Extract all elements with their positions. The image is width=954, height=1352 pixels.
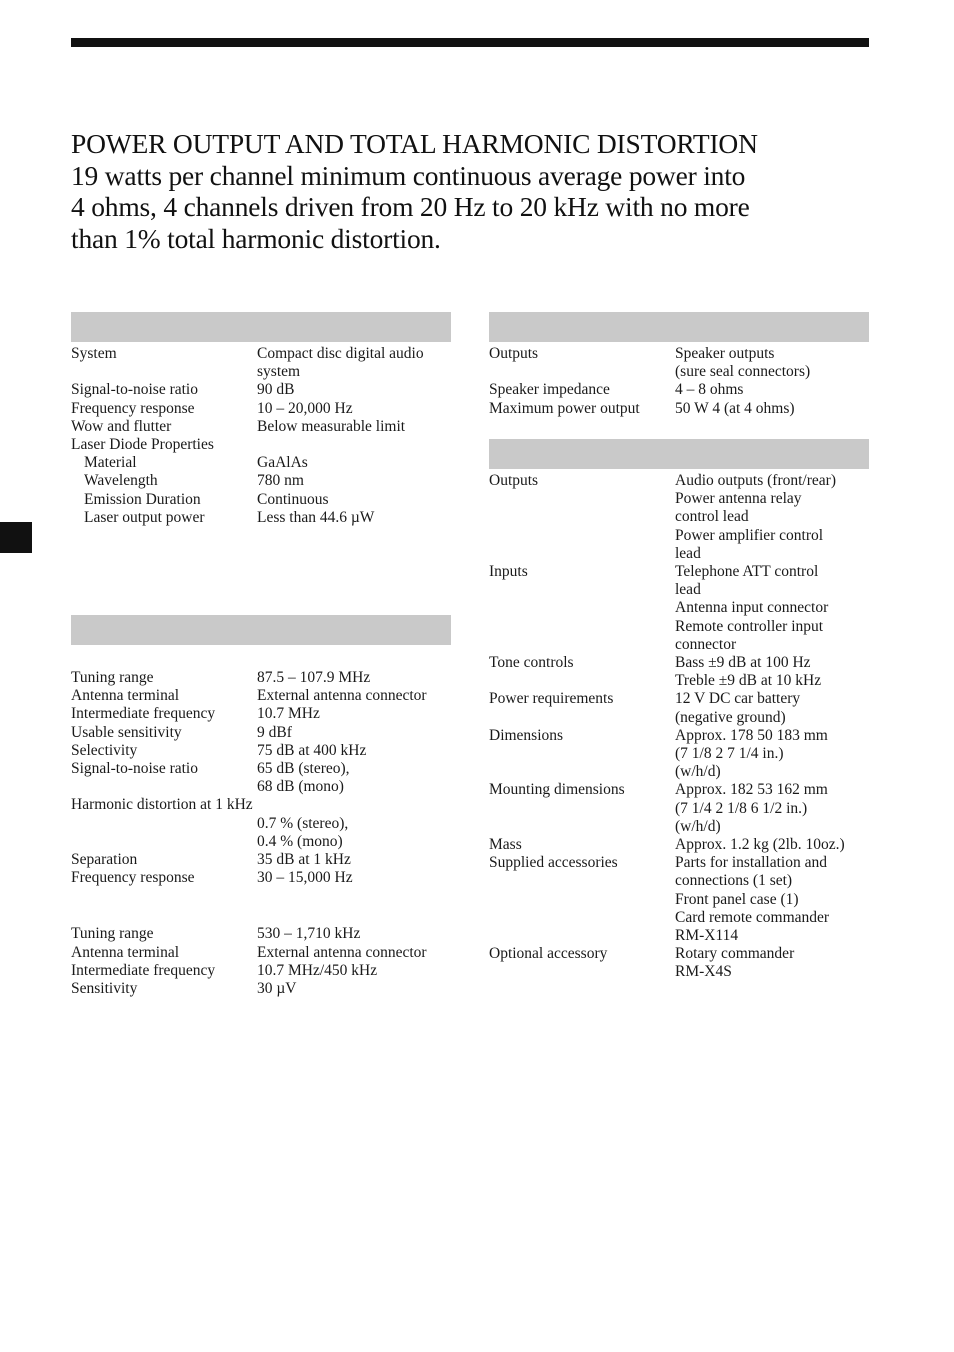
spec-label: Tuning range: [71, 925, 154, 943]
spec-value: [257, 669, 451, 687]
spec-value-line: 0.7 % (stereo),: [257, 814, 349, 832]
general-section: [489, 439, 869, 982]
spec-label: Separation: [71, 851, 138, 869]
spec-value-line: 12 V DC car battery: [675, 690, 801, 708]
spec-value-line: Less than 44.6 µW: [257, 508, 375, 526]
spec-row: [71, 509, 451, 527]
spec-row: [71, 869, 451, 887]
spec-label: Outputs: [489, 472, 539, 489]
spec-value-line: 780 nm: [257, 472, 304, 490]
spec-value-line: External antenna connector: [257, 943, 427, 961]
spec-value-line: 50 W 4 (at 4 ohms): [675, 399, 795, 417]
spec-value-line: 75 dB at 400 kHz: [257, 741, 367, 759]
spec-label: Signal-to-noise ratio: [71, 760, 198, 778]
spec-value-line: Power antenna relay: [675, 490, 802, 508]
spec-value: [675, 400, 869, 418]
spec-value: [675, 654, 869, 690]
power-output-statement: [71, 128, 871, 254]
spec-value: [257, 400, 451, 418]
spec-value: [675, 381, 869, 399]
spec-row: [489, 381, 869, 399]
spec-value-line: (7 1/8 2 7 1/4 in.): [675, 745, 784, 763]
spec-value: [257, 962, 451, 980]
spec-row: [71, 944, 451, 962]
spec-value: [257, 454, 451, 472]
spec-label: Outputs: [489, 345, 539, 362]
spec-value: [675, 781, 869, 836]
spec-value-line: 10 – 20,000 Hz: [257, 399, 353, 417]
spec-value-line: Antenna input connector: [675, 599, 829, 617]
spec-label: Sensitivity: [71, 980, 138, 998]
spec-label: Tuning range: [71, 669, 154, 686]
spec-value-line: Bass ±9 dB at 100 Hz: [675, 654, 811, 672]
spec-row: [71, 472, 451, 490]
spec-value-line: Continuous: [257, 490, 329, 508]
spec-value-line: 68 dB (mono): [257, 778, 344, 796]
spec-label: Mass: [489, 836, 522, 854]
spec-value: [257, 760, 451, 796]
spec-value-line: 30 – 15,000 Hz: [257, 869, 353, 887]
spec-value-line: Card remote commander: [675, 908, 830, 926]
spec-label: Wavelength: [84, 472, 158, 490]
spec-label: Antenna terminal: [71, 943, 180, 961]
cd-player-section: [71, 312, 451, 527]
spec-value-line: 530 – 1,710 kHz: [257, 925, 361, 943]
spec-value-line: Speaker outputs: [675, 345, 775, 362]
spec-label: Usable sensitivity: [71, 723, 182, 741]
spec-label: Inputs: [489, 563, 528, 581]
statement-title: POWER OUTPUT AND TOTAL HARMONIC DISTORTION: [71, 128, 758, 159]
spec-row: [71, 742, 451, 760]
spec-value-line: (w/h/d): [675, 817, 721, 835]
spec-value: [675, 854, 869, 945]
spec-label: Supplied accessories: [489, 854, 618, 872]
spec-label: Power requirements: [489, 690, 614, 708]
spec-value-line: 87.5 – 107.9 MHz: [257, 669, 371, 686]
spec-label: Intermediate frequency: [71, 961, 216, 979]
spec-value-line: External antenna connector: [257, 687, 427, 705]
spec-row: [71, 418, 451, 436]
spec-row: [71, 796, 451, 814]
spec-value: [257, 418, 451, 436]
spec-row: [489, 563, 869, 654]
spec-value-line: control lead: [675, 508, 749, 526]
spec-row: [489, 945, 869, 981]
spec-value: [257, 815, 451, 851]
spec-row: [71, 669, 451, 687]
spec-row: [71, 491, 451, 509]
section-header-bar: [71, 312, 451, 342]
spec-row: [71, 436, 451, 454]
spec-row: [489, 781, 869, 836]
section-header-bar: [489, 312, 869, 342]
spec-value-line: Rotary commander: [675, 945, 795, 963]
spec-label: Frequency response: [71, 399, 195, 417]
spec-value-line: Approx. 1.2 kg (2lb. 10oz.): [675, 836, 845, 854]
spec-value: [257, 869, 451, 887]
statement-line: 19 watts per channel minimum continuous average power into: [71, 159, 746, 191]
spec-value-line: RM-X114: [675, 927, 739, 945]
spec-value-line: Front panel case (1): [675, 890, 799, 908]
spec-value: [675, 945, 869, 981]
spec-value-line: Compact disc digital audio: [257, 345, 424, 362]
spec-value-line: RM-X4S: [675, 963, 732, 981]
spec-value-line: 4 – 8 ohms: [675, 381, 744, 399]
spec-row: [71, 925, 451, 943]
spec-row: [489, 727, 869, 782]
spec-row: [489, 654, 869, 690]
spec-value-line: 35 dB at 1 kHz: [257, 851, 351, 869]
spec-value-line: Power amplifier control: [675, 526, 824, 544]
spec-value: [675, 727, 869, 782]
spec-value: [675, 836, 869, 854]
spec-label: Tone controls: [489, 654, 574, 672]
spec-value: [257, 687, 451, 705]
spec-row: [489, 472, 869, 563]
spec-value-line: lead: [675, 544, 701, 562]
spec-value-line: (sure seal connectors): [675, 363, 811, 381]
spec-row: [71, 980, 451, 998]
spec-label: Dimensions: [489, 726, 564, 744]
spec-label: Material: [84, 454, 137, 472]
spec-list: [71, 345, 451, 527]
tuner-section: [71, 615, 451, 998]
spec-value-line: lead: [675, 581, 701, 599]
spec-value-line: Approx. 182 53 162 mm: [675, 781, 828, 799]
spec-value: [257, 345, 451, 381]
spec-value-line: Remote controller input: [675, 617, 824, 635]
spec-value-line: 30 µV: [257, 980, 297, 998]
spec-row: [71, 687, 451, 705]
spec-list-am: [71, 925, 451, 998]
spec-value: [257, 491, 451, 509]
spec-value-line: (7 1/4 2 1/8 6 1/2 in.): [675, 799, 808, 817]
spec-label: Signal-to-noise ratio: [71, 381, 198, 399]
spec-label: Harmonic distortion at 1 kHz: [71, 796, 253, 814]
spec-value-line: system: [257, 363, 301, 381]
spec-value-line: 10.7 MHz/450 kHz: [257, 961, 378, 979]
spec-row: [71, 454, 451, 472]
spec-row: [71, 400, 451, 418]
spec-label: Speaker impedance: [489, 381, 610, 399]
spec-label: Optional accessory: [489, 945, 608, 963]
spec-value: [257, 472, 451, 490]
spec-value-line: connector: [675, 635, 737, 653]
spec-row: [489, 854, 869, 945]
spec-row: [71, 962, 451, 980]
spec-value-line: Approx. 178 50 183 mm: [675, 726, 828, 744]
spec-list: [489, 345, 869, 418]
spec-value-line: Telephone ATT control: [675, 563, 819, 581]
spec-value: [257, 980, 451, 998]
spec-value-line: 9 dBf: [257, 723, 292, 741]
spec-row: [71, 705, 451, 723]
spec-value: [675, 690, 869, 726]
spec-value: [257, 509, 451, 527]
spec-label: Selectivity: [71, 741, 138, 759]
spec-value-line: GaAlAs: [257, 454, 308, 472]
spec-value: [257, 724, 451, 742]
spec-value: [257, 925, 451, 943]
spec-row: [71, 815, 451, 851]
spec-label: System: [71, 345, 117, 362]
spec-value-line: 0.4 % (mono): [257, 832, 343, 850]
spec-row: [489, 400, 869, 418]
spec-value-line: 90 dB: [257, 381, 295, 399]
spec-row: [71, 345, 451, 381]
spec-value-line: Below measurable limit: [257, 417, 406, 435]
spec-value: [675, 472, 869, 563]
spec-value-line: Treble ±9 dB at 10 kHz: [675, 672, 822, 690]
spec-value-line: (w/h/d): [675, 763, 721, 781]
spec-label: Laser output power: [84, 508, 205, 526]
spec-list: [489, 472, 869, 982]
power-amplifier-section: [489, 312, 869, 418]
statement-line: 4 ohms, 4 channels driven from 20 Hz to 20 kHz with no more: [71, 191, 750, 222]
spec-label: Intermediate frequency: [71, 705, 216, 723]
spec-label: Antenna terminal: [71, 687, 180, 705]
spec-label: Maximum power output: [489, 399, 640, 417]
spec-label: Mounting dimensions: [489, 781, 625, 799]
spec-value-line: connections (1 set): [675, 872, 793, 890]
spec-label: Emission Duration: [84, 490, 201, 508]
spec-row: [71, 381, 451, 399]
spec-value: [257, 742, 451, 760]
spec-label: Frequency response: [71, 869, 195, 887]
spec-value: [675, 345, 869, 381]
section-header-bar: [71, 615, 451, 645]
spec-value-line: Audio outputs (front/rear): [675, 472, 836, 489]
spec-value: [257, 851, 451, 869]
spec-row: [489, 836, 869, 854]
spec-row: [71, 760, 451, 796]
spec-value-line: Parts for installation and: [675, 854, 827, 872]
spec-value: [257, 705, 451, 723]
spec-row: [489, 690, 869, 726]
spec-value: [257, 944, 451, 962]
spec-list-fm: [71, 669, 451, 887]
spec-row: [71, 724, 451, 742]
spec-value: [257, 381, 451, 399]
spec-value-line: (negative ground): [675, 708, 786, 726]
spec-value-line: 10.7 MHz: [257, 705, 320, 723]
top-rule: [71, 38, 869, 47]
spec-value-line: 65 dB (stereo),: [257, 760, 350, 778]
spec-row: [71, 851, 451, 869]
spec-label: Wow and flutter: [71, 417, 172, 435]
spec-row: [489, 345, 869, 381]
spec-value: [675, 563, 869, 654]
section-header-bar: [489, 439, 869, 469]
statement-line: than 1% total harmonic distortion.: [71, 222, 441, 254]
spec-label: Laser Diode Properties: [71, 436, 214, 454]
side-thumb-tab: [0, 522, 32, 553]
